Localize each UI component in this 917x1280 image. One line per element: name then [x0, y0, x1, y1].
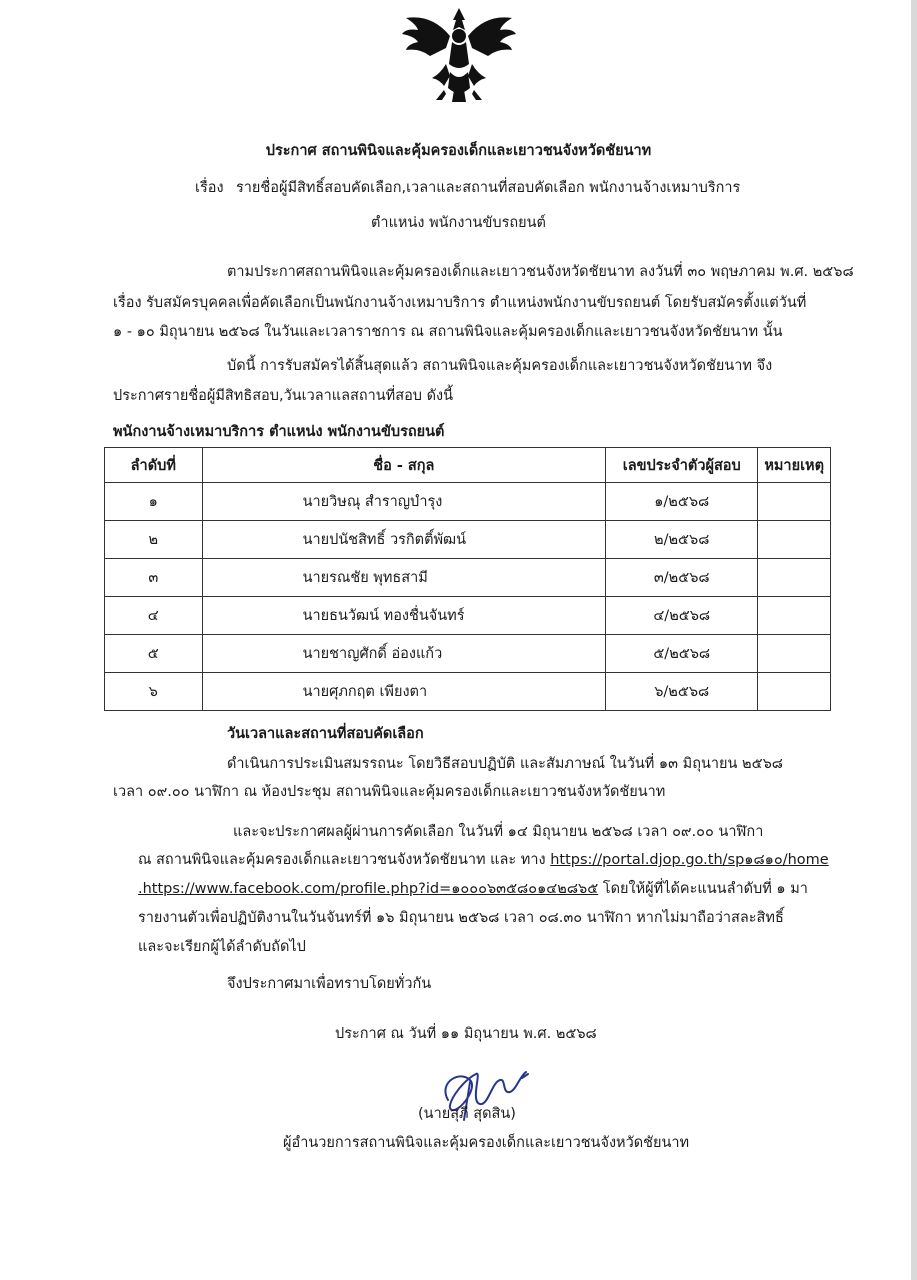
- result-line3: [138, 879, 808, 899]
- cell-exam-id: ๖/๒๕๖๘: [606, 673, 758, 711]
- col-header-order: ลำดับที่: [105, 448, 203, 483]
- cell-name: นายปนัชสิทธิ์ วรกิตติ์พัฒน์: [202, 521, 606, 559]
- cell-order: ๕: [105, 635, 203, 673]
- cell-name: นายศุภกฤต เพียงตา: [202, 673, 606, 711]
- closing-statement: จึงประกาศมาเพื่อทราบโดยทั่วกัน: [227, 976, 432, 992]
- cell-name: นายชาญศักดิ์ อ่องแก้ว: [202, 635, 606, 673]
- facebook-link[interactable]: .https://www.facebook.com/profile.php?id=๑๐๐๐๖๓๕๘๐๑๔๒๘๖๕: [138, 881, 599, 897]
- cell-order: ๓: [105, 559, 203, 597]
- cell-exam-id: ๒/๒๕๖๘: [606, 521, 758, 559]
- table-row: [105, 673, 831, 711]
- cell-order: ๑: [105, 483, 203, 521]
- result-line3-text: โดยให้ผู้ที่ได้คะแนนลำดับที่ ๑ มา: [598, 881, 808, 897]
- subject-text: รายชื่อผู้มีสิทธิ์สอบคัดเลือก,เวลาและสถานที่สอบคัดเลือก พนักงานจ้างเหมาบริการ: [236, 180, 741, 196]
- result-line1: และจะประกาศผลผู้ผ่านการคัดเลือก ในวันที่ ๑๔ มิถุนายน ๒๕๖๘ เวลา ๐๙.๐๐ นาฬิกา: [233, 824, 764, 840]
- cell-remark: [758, 559, 831, 597]
- para2-line2: ประกาศรายชื่อผู้มีสิทธิสอบ,วันเวลาแลสถานที่สอบ ดังนี้: [113, 388, 453, 404]
- signer-name: (นายสุภี สุดสิน): [418, 1106, 516, 1122]
- cell-order: ๒: [105, 521, 203, 559]
- cell-remark: [758, 483, 831, 521]
- table-row: [105, 559, 831, 597]
- col-header-exam-id: เลขประจำตัวผู้สอบ: [606, 448, 758, 483]
- table-heading: พนักงานจ้างเหมาบริการ ตำแหน่ง พนักงานขับรถยนต์: [113, 424, 445, 440]
- exam-line2: เวลา ๐๙.๐๐ นาฬิกา ณ ห้องประชุม สถานพินิจและคุ้มครองเด็กและเยาวชนจังหวัดชัยนาท: [113, 784, 666, 800]
- cell-remark: [758, 597, 831, 635]
- cell-order: ๔: [105, 597, 203, 635]
- table-row: [105, 597, 831, 635]
- candidate-table: [104, 447, 831, 711]
- announcement-title: ประกาศ สถานพินิจและคุ้มครองเด็กและเยาวชนจังหวัดชัยนาท: [265, 143, 652, 159]
- cell-remark: [758, 521, 831, 559]
- table-row: [105, 483, 831, 521]
- cell-exam-id: ๓/๒๕๖๘: [606, 559, 758, 597]
- portal-link[interactable]: https://portal.djop.go.th/sp๑๘๑๐/home: [550, 852, 829, 868]
- signer-title: ผู้อำนวยการสถานพินิจและคุ้มครองเด็กและเยาวชนจังหวัดชัยนาท: [283, 1135, 690, 1151]
- para1-line1: ตามประกาศสถานพินิจและคุ้มครองเด็กและเยาวชนจังหวัดชัยนาท ลงวันที่ ๓๐ พฤษภาคม พ.ศ. ๒๕๖๘: [227, 264, 854, 280]
- cell-remark: [758, 635, 831, 673]
- cell-exam-id: ๔/๒๕๖๘: [606, 597, 758, 635]
- cell-name: นายรณชัย พุทธสามี: [202, 559, 606, 597]
- scan-edge: [911, 0, 917, 1280]
- position-text: ตำแหน่ง พนักงานขับรถยนต์: [371, 215, 546, 231]
- para1-line3: ๑ - ๑๐ มิถุนายน ๒๕๖๘ ในวันและเวลาราชการ ณ สถานพินิจและคุ้มครองเด็กและเยาวชนจังหวัดชัยนาท นั้น: [113, 324, 783, 340]
- para1-line2: เรื่อง รับสมัครบุคคลเพื่อคัดเลือกเป็นพนักงานจ้างเหมาบริการ ตำแหน่งพนักงานขับรถยนต์ โดยรับสมัครตั้งแต่วันที่: [113, 295, 807, 311]
- cell-remark: [758, 673, 831, 711]
- table-header-row: [105, 448, 831, 483]
- para2-line1: บัดนี้ การรับสมัครได้สิ้นสุดแล้ว สถานพินิจและคุ้มครองเด็กและเยาวชนจังหวัดชัยนาท จึง: [227, 358, 773, 374]
- table-row: [105, 635, 831, 673]
- subject-label: เรื่อง: [195, 180, 224, 196]
- col-header-remark: หมายเหตุ: [758, 448, 831, 483]
- exam-line1: ดำเนินการประเมินสมรรถนะ โดยวิธีสอบปฏิบัติ และสัมภาษณ์ ในวันที่ ๑๓ มิถุนายน ๒๕๖๘: [227, 756, 783, 772]
- cell-exam-id: ๑/๒๕๖๘: [606, 483, 758, 521]
- cell-exam-id: ๕/๒๕๖๘: [606, 635, 758, 673]
- result-line4: รายงานตัวเพื่อปฏิบัติงานในวันจันทร์ที่ ๑๖ มิถุนายน ๒๕๖๘ เวลา ๐๘.๓๐ นาฬิกา หากไม่มาถือว่าสละสิทธิ์: [138, 910, 784, 926]
- result-line2-text: ณ สถานพินิจและคุ้มครองเด็กและเยาวชนจังหวัดชัยนาท และ ทาง: [138, 852, 551, 868]
- result-line2: [138, 850, 829, 870]
- table-row: [105, 521, 831, 559]
- cell-name: นายธนวัฒน์ ทองชื่นจันทร์: [202, 597, 606, 635]
- result-line5: และจะเรียกผู้ได้ลำดับถัดไป: [138, 939, 306, 955]
- col-header-name: ชื่อ - สกุล: [202, 448, 606, 483]
- cell-order: ๖: [105, 673, 203, 711]
- exam-heading: วันเวลาและสถานที่สอบคัดเลือก: [227, 726, 424, 742]
- cell-name: นายวิษณุ สำราญบำรุง: [202, 483, 606, 521]
- announcement-date: ประกาศ ณ วันที่ ๑๑ มิถุนายน พ.ศ. ๒๕๖๘: [335, 1026, 597, 1042]
- garuda-emblem-icon: [400, 6, 518, 104]
